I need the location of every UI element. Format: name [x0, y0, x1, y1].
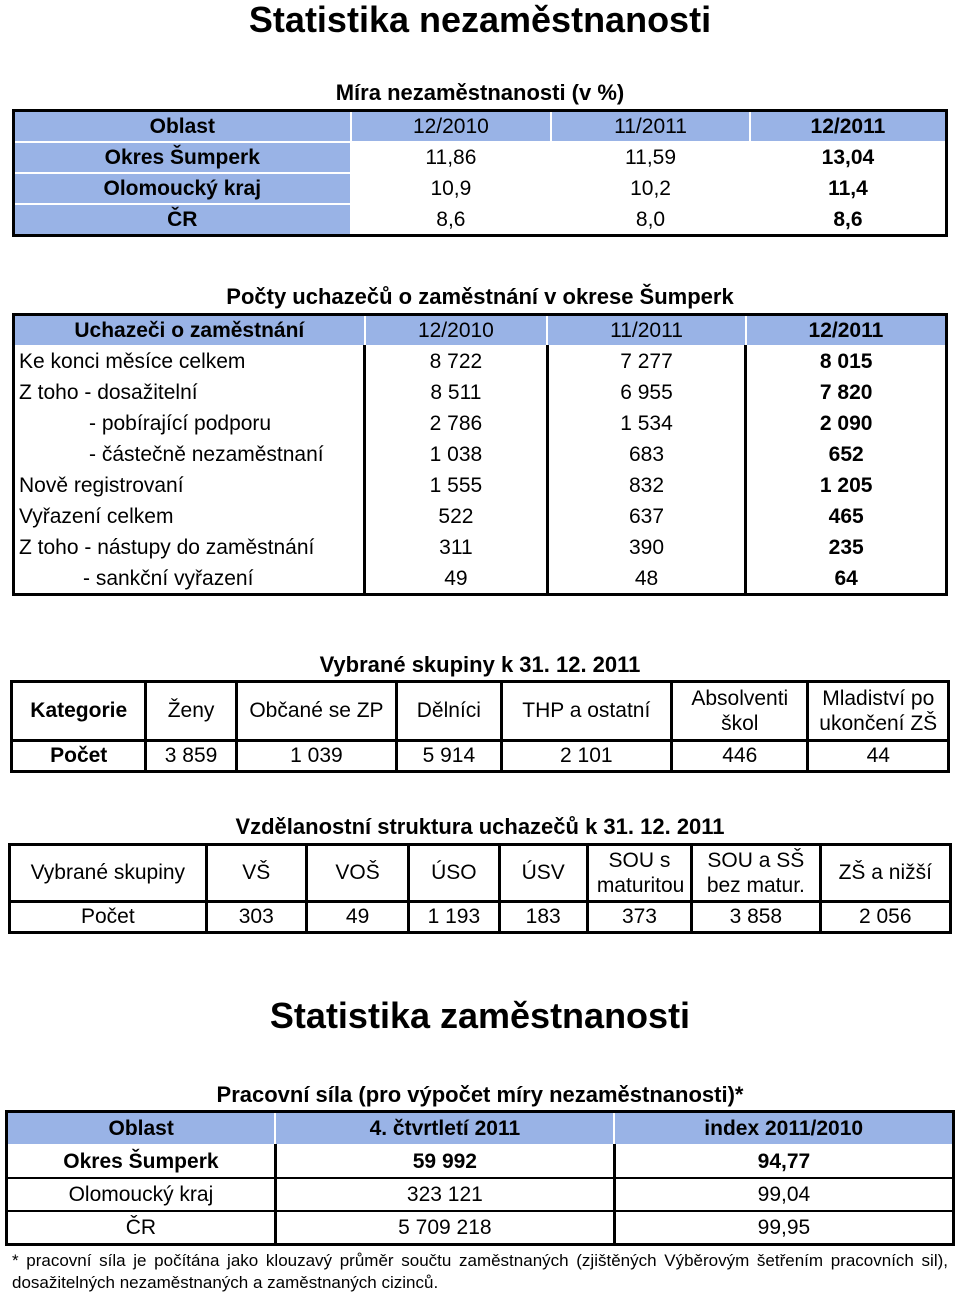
- table-row: [10, 902, 951, 933]
- table-row: [7, 1211, 954, 1245]
- education-table: [8, 843, 952, 934]
- cell: 10,2: [551, 173, 750, 204]
- cell: 303: [206, 902, 306, 933]
- cell: 8 722: [365, 346, 548, 377]
- header-cell: Dělníci: [397, 682, 501, 741]
- table-row: [14, 204, 947, 236]
- footnote: * pracovní síla je počítána jako klouzavý průměr součtu zaměstnaných (zjištěných Výběrovým šetřením pracovních sil), dosažitelných nezaměstnaných a zaměstnaných cizinců.: [12, 1251, 948, 1292]
- row-label: Ke konci měsíce celkem: [14, 346, 365, 377]
- header-cell: Ženy: [146, 682, 236, 741]
- header-cell: ÚSO: [409, 845, 499, 902]
- cell: 183: [499, 902, 587, 933]
- header-cell: VŠ: [206, 845, 306, 902]
- header-cell: 11/2011: [547, 315, 746, 347]
- cell: 1 039: [236, 741, 397, 772]
- row-label: ČR: [7, 1211, 276, 1245]
- groups-caption: Vybrané skupiny k 31. 12. 2011: [319, 652, 641, 677]
- header-cell: Absolventi škol: [672, 682, 808, 741]
- cell: 390: [547, 532, 746, 563]
- table-row: [14, 142, 947, 173]
- cell: 99,04: [614, 1178, 953, 1211]
- row-label: Okres Šumperk: [14, 142, 351, 173]
- labour-table: [5, 1110, 955, 1246]
- cell: 446: [672, 741, 808, 772]
- header-cell: Uchazeči o zaměstnání: [14, 315, 365, 347]
- header-cell: Občané se ZP: [236, 682, 397, 741]
- table-row: [14, 346, 947, 377]
- rate-table: [12, 109, 948, 237]
- cell: 1 038: [365, 439, 548, 470]
- header-cell: 12/2011: [746, 315, 947, 347]
- cell: 7 277: [547, 346, 746, 377]
- table-header-row: [10, 845, 951, 902]
- header-cell: VOŠ: [306, 845, 408, 902]
- cell: 48: [547, 563, 746, 595]
- cell: 8,6: [750, 204, 947, 236]
- table-row: [12, 741, 949, 772]
- header-cell: index 2011/2010: [614, 1112, 953, 1146]
- table-row: [14, 563, 947, 595]
- table-row: [14, 501, 947, 532]
- cell: 49: [365, 563, 548, 595]
- table-row: [14, 408, 947, 439]
- cell: 10,9: [351, 173, 552, 204]
- row-label: Z toho - dosažitelní: [14, 377, 365, 408]
- cell: 99,95: [614, 1211, 953, 1245]
- cell: 832: [547, 470, 746, 501]
- cell: 1 555: [365, 470, 548, 501]
- row-label: - sankční vyřazení: [14, 563, 365, 595]
- cell: 637: [547, 501, 746, 532]
- cell: 652: [746, 439, 947, 470]
- header-cell: 12/2011: [750, 111, 947, 143]
- labour-caption: Pracovní síla (pro výpočet míry nezaměstnanosti)*: [216, 1082, 744, 1107]
- row-label: - pobírající podporu: [14, 408, 365, 439]
- cell: 94,77: [614, 1145, 953, 1178]
- groups-table: [10, 680, 950, 773]
- table-row: [7, 1178, 954, 1211]
- cell: 1 205: [746, 470, 947, 501]
- cell: 13,04: [750, 142, 947, 173]
- row-label: Počet: [12, 741, 146, 772]
- header-cell: 4. čtvrtletí 2011: [275, 1112, 614, 1146]
- row-label: Počet: [10, 902, 207, 933]
- table-row: [14, 470, 947, 501]
- row-label: - částečně nezaměstnaní: [14, 439, 365, 470]
- header-cell: ZŠ a nižší: [820, 845, 950, 902]
- cell: 49: [306, 902, 408, 933]
- cell: 8,0: [551, 204, 750, 236]
- cell: 1 534: [547, 408, 746, 439]
- header-cell: Oblast: [7, 1112, 276, 1146]
- cell: 8 015: [746, 346, 947, 377]
- row-label: ČR: [14, 204, 351, 236]
- table-header-row: [7, 1112, 954, 1146]
- header-cell: 11/2011: [551, 111, 750, 143]
- page-title: Statistika nezaměstnanosti: [248, 0, 712, 40]
- table-row: [14, 173, 947, 204]
- header-cell: SOU s maturitou: [587, 845, 691, 902]
- cell: 64: [746, 563, 947, 595]
- rate-caption: Míra nezaměstnanosti (v %): [335, 80, 625, 105]
- cell: 2 786: [365, 408, 548, 439]
- cell: 8,6: [351, 204, 552, 236]
- header-cell: Vybrané skupiny: [10, 845, 207, 902]
- table-row: [14, 532, 947, 563]
- cell: 11,4: [750, 173, 947, 204]
- cell: 5 709 218: [275, 1211, 614, 1245]
- header-cell: Oblast: [14, 111, 351, 143]
- cell: 465: [746, 501, 947, 532]
- cell: 5 914: [397, 741, 501, 772]
- header-cell: Kategorie: [12, 682, 146, 741]
- cell: 2 101: [501, 741, 672, 772]
- header-cell: 12/2010: [365, 315, 548, 347]
- table-header-row: [14, 315, 947, 347]
- cell: 3 859: [146, 741, 236, 772]
- cell: 683: [547, 439, 746, 470]
- table-row: [7, 1145, 954, 1178]
- cell: 2 056: [820, 902, 950, 933]
- cell: 522: [365, 501, 548, 532]
- applicants-table: [12, 313, 948, 596]
- cell: 1 193: [409, 902, 499, 933]
- education-caption: Vzdělanostní struktura uchazečů k 31. 12. 2011: [235, 814, 725, 839]
- row-label: Okres Šumperk: [7, 1145, 276, 1178]
- row-label: Vyřazení celkem: [14, 501, 365, 532]
- cell: 235: [746, 532, 947, 563]
- header-cell: Mladiství po ukončení ZŠ: [808, 682, 949, 741]
- cell: 59 992: [275, 1145, 614, 1178]
- table-row: [14, 377, 947, 408]
- table-header-row: [12, 682, 949, 741]
- row-label: Nově registrovaní: [14, 470, 365, 501]
- row-label: Olomoucký kraj: [7, 1178, 276, 1211]
- cell: 311: [365, 532, 548, 563]
- header-cell: SOU a SŠ bez matur.: [692, 845, 820, 902]
- table-row: [14, 439, 947, 470]
- cell: 323 121: [275, 1178, 614, 1211]
- cell: 3 858: [692, 902, 820, 933]
- row-label: Z toho - nástupy do zaměstnání: [14, 532, 365, 563]
- employment-title: Statistika zaměstnanosti: [269, 995, 691, 1036]
- cell: 6 955: [547, 377, 746, 408]
- table-header-row: [14, 111, 947, 143]
- cell: 2 090: [746, 408, 947, 439]
- header-cell: ÚSV: [499, 845, 587, 902]
- cell: 8 511: [365, 377, 548, 408]
- row-label: Olomoucký kraj: [14, 173, 351, 204]
- header-cell: 12/2010: [351, 111, 552, 143]
- cell: 44: [808, 741, 949, 772]
- applicants-caption: Počty uchazečů o zaměstnání v okrese Šumperk: [226, 284, 734, 309]
- cell: 373: [587, 902, 691, 933]
- cell: 11,59: [551, 142, 750, 173]
- cell: 11,86: [351, 142, 552, 173]
- header-cell: THP a ostatní: [501, 682, 672, 741]
- cell: 7 820: [746, 377, 947, 408]
